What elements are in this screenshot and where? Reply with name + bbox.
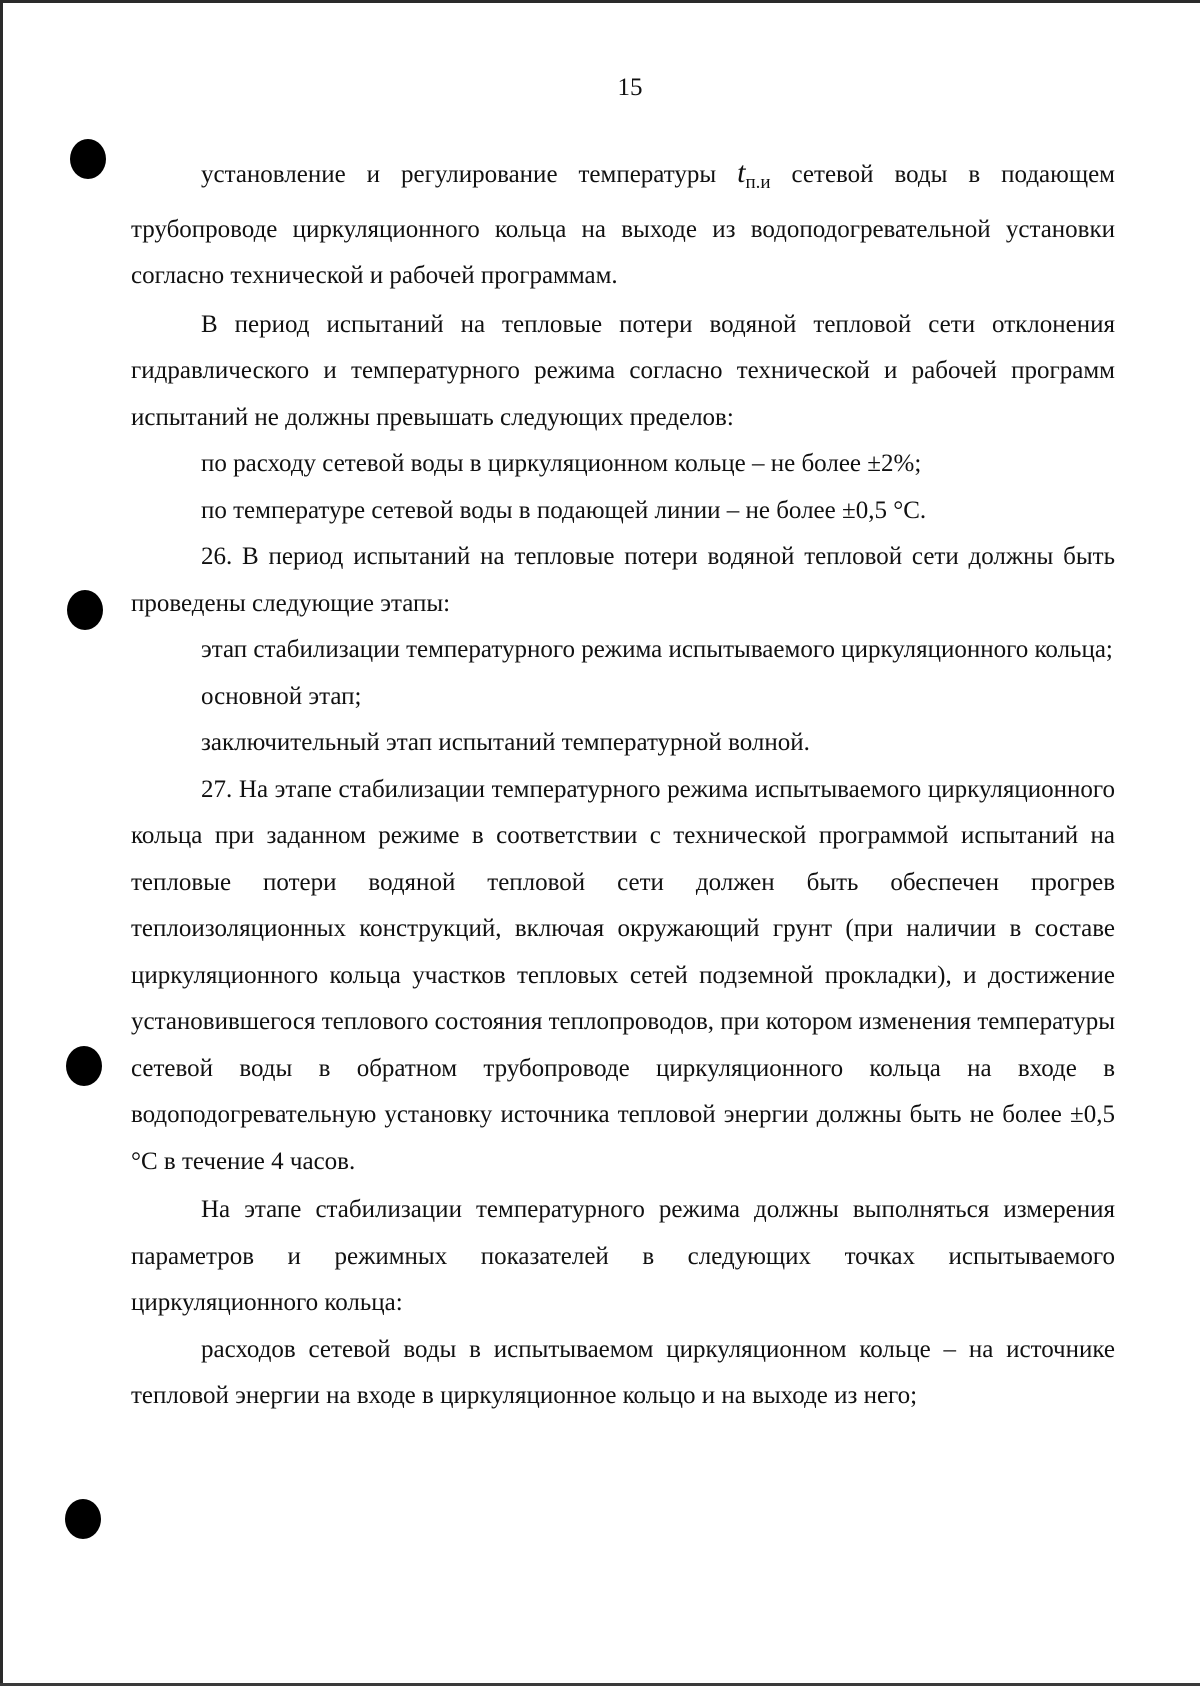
clause-27: 27. На этапе стабилизации температурного режима испытываемого циркуляционного кольца при заданном режиме в соответствии с технической программой испытаний на тепловые потери водяной тепловой сети должен быть обеспечен прогрев теплоизоляционных конструкций, включая окружающий грунт (при наличии в составе циркуляционного кольца участков тепловых сетей подземной прокладки), и достижение установившегося теплового состояния теплопроводов, при котором изменения температуры сетевой воды в обратном трубопроводе циркуляционного кольца на входе в водоподогревательную установку источника тепловой энергии должны быть не более ±0,5 °С в течение 4 часов. (131, 775, 1115, 1175)
paragraph-1-start: установление и регулирование температуры (201, 161, 717, 188)
stage-item-stabilization: этап стабилизации температурного режима испытываемого циркуляционного кольца; (201, 636, 1113, 663)
temperature-subscript: п.и (745, 172, 771, 193)
paragraph-1 (131, 150, 1115, 300)
paragraph-2: В период испытаний на тепловые потери водяной тепловой сети отклонения гидравлического и температурного режима согласно технической и рабочей программ испытаний не должны превышать следующих пределов: (131, 310, 1115, 431)
punch-hole-3 (66, 1046, 102, 1086)
stage-item-final: заключительный этап испытаний температурной волной. (201, 729, 810, 756)
punch-hole-2 (67, 590, 103, 630)
temperature-variable: t (737, 156, 746, 189)
page-number: 15 (617, 74, 643, 101)
scan-border-top (0, 0, 1200, 3)
paragraph-1-end: сетевой воды в подающем трубопроводе циркуляционного кольца на выходе из водоподогревательной установки согласно технической и рабочей программам. (131, 161, 1115, 289)
measurement-item-flow: расходов сетевой воды в испытываемом циркуляционном кольце – на источнике тепловой энергии на входе в циркуляционное кольцо и на выходе из него; (131, 1335, 1115, 1409)
clause-26: 26. В период испытаний на тепловые потери водяной тепловой сети должны быть проведены следующие этапы: (131, 543, 1115, 617)
limit-item-flow: по расходу сетевой воды в циркуляционном кольце – не более ±2%; (201, 450, 922, 477)
scan-border-left (0, 0, 3, 1686)
punch-hole-4 (65, 1499, 101, 1539)
document-body (131, 150, 1115, 1420)
limit-item-temperature: по температуре сетевой воды в подающей линии – не более ±0,5 °С. (201, 496, 927, 524)
stage-item-main: основной этап; (201, 682, 362, 710)
punch-hole-1 (70, 139, 106, 179)
paragraph-measurements: На этапе стабилизации температурного режима должны выполняться измерения параметров и режимных показателей в следующих точках испытываемого циркуляционного кольца: (131, 1196, 1115, 1316)
